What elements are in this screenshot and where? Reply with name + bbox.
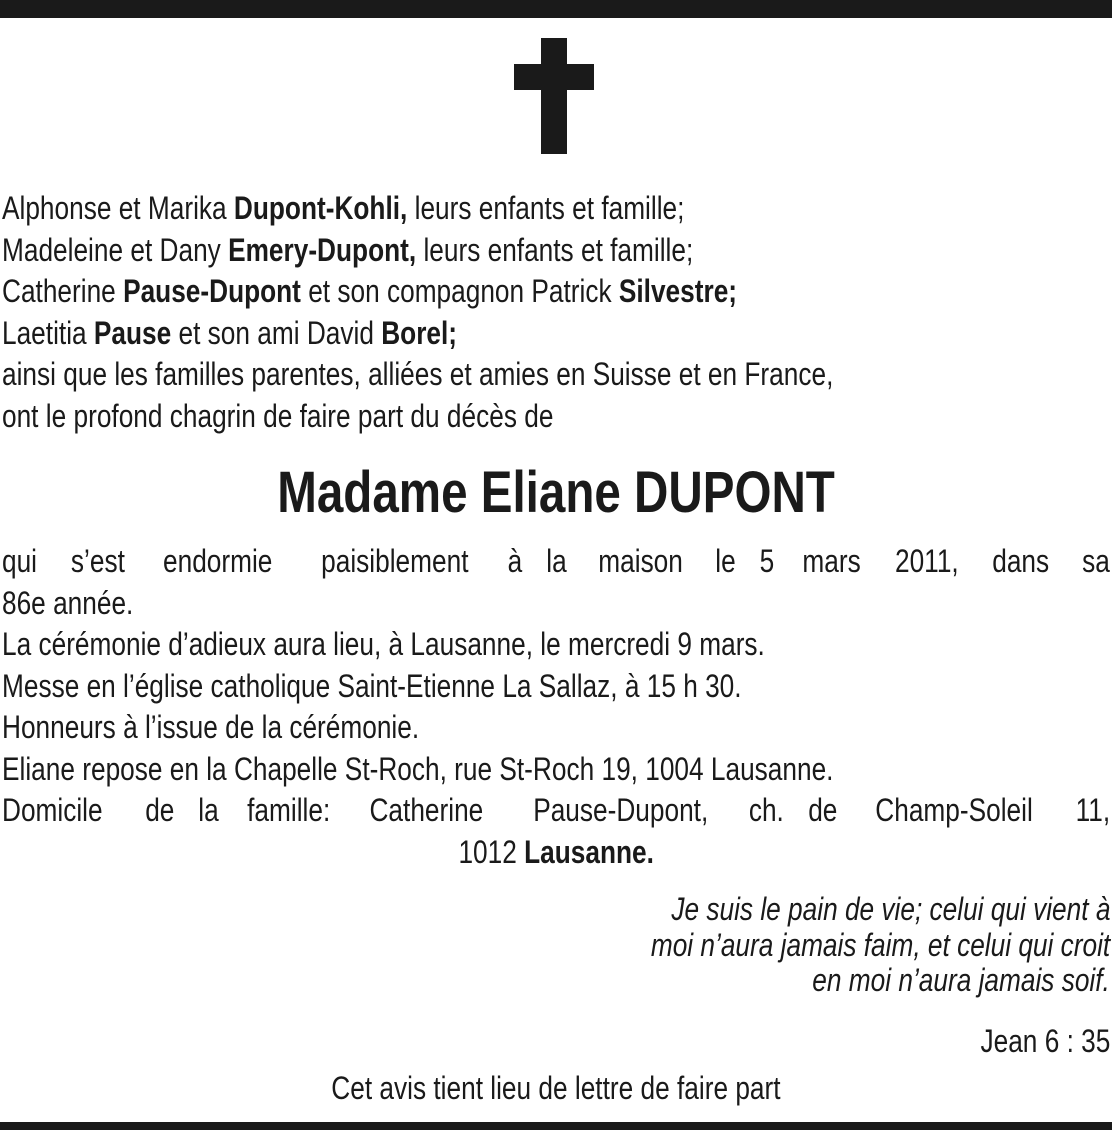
family-line: Alphonse et Marika Dupont-Kohli, leurs enfants et famille; bbox=[2, 190, 685, 226]
word: 2011, bbox=[895, 543, 959, 579]
quote-line: moi n’aura jamais faim, et celui qui croit bbox=[650, 926, 1110, 963]
bible-quote bbox=[550, 892, 1110, 999]
word: Pause-Dupont, bbox=[532, 792, 708, 828]
word: 5 bbox=[759, 543, 775, 579]
announcement-body bbox=[2, 541, 1110, 873]
word: la bbox=[197, 792, 219, 828]
word: la bbox=[546, 543, 567, 579]
quote-line: Je suis le pain de vie; celui qui vient à bbox=[670, 891, 1110, 927]
word: de bbox=[808, 792, 838, 828]
body-line-justified bbox=[2, 790, 1110, 832]
footer-note: Cet avis tient lieu de lettre de faire part bbox=[331, 1070, 781, 1106]
body-line: Honneurs à l’issue de la cérémonie. bbox=[2, 709, 420, 745]
top-rule bbox=[0, 0, 1112, 18]
quote-reference: Jean 6 : 35 bbox=[980, 1023, 1110, 1059]
deceased-name: Madame Eliane DUPONT bbox=[277, 460, 835, 525]
word: Champ-Soleil bbox=[875, 792, 1033, 828]
word: qui bbox=[2, 543, 38, 579]
cross-icon bbox=[514, 38, 594, 154]
family-line: Catherine Pause-Dupont et son compagnon Patrick Silvestre; bbox=[2, 273, 738, 309]
family-line: Laetitia Pause et son ami David Borel; bbox=[2, 314, 458, 351]
word: 11, bbox=[1075, 792, 1110, 828]
word: famille: bbox=[247, 792, 331, 828]
body-line: 86e année. bbox=[2, 584, 134, 621]
word: de bbox=[145, 792, 175, 828]
word: Catherine bbox=[369, 792, 484, 828]
body-line-justified bbox=[2, 541, 1110, 583]
word: sa bbox=[1082, 543, 1110, 579]
announcement-families bbox=[2, 188, 1110, 437]
word: le bbox=[715, 543, 736, 579]
body-line: Eliane repose en la Chapelle St-Roch, rue St-Roch 19, 1004 Lausanne. bbox=[2, 750, 834, 787]
family-line: ont le profond chagrin de faire part du décès de bbox=[2, 397, 554, 434]
word: endormie bbox=[163, 543, 273, 579]
word: paisiblement bbox=[321, 543, 469, 579]
quote-line: en moi n’aura jamais soif. bbox=[812, 962, 1110, 998]
word: s’est bbox=[71, 543, 126, 579]
word: dans bbox=[992, 543, 1050, 579]
word: maison bbox=[598, 543, 684, 579]
address-line: 1012 Lausanne. bbox=[458, 833, 654, 870]
word: ch. bbox=[748, 792, 784, 828]
family-line: Madeleine et Dany Emery-Dupont, leurs enfants et famille; bbox=[2, 231, 694, 268]
word: Domicile bbox=[2, 792, 103, 828]
body-line: Messe en l’église catholique Saint-Etienne La Sallaz, à 15 h 30. bbox=[2, 667, 742, 704]
bottom-rule bbox=[0, 1122, 1112, 1130]
word: à bbox=[507, 543, 522, 579]
word: mars bbox=[802, 543, 862, 579]
family-line: ainsi que les familles parentes, alliées et amies en Suisse et en France, bbox=[2, 356, 834, 392]
body-line: La cérémonie d’adieux aura lieu, à Lausanne, le mercredi 9 mars. bbox=[2, 626, 765, 662]
